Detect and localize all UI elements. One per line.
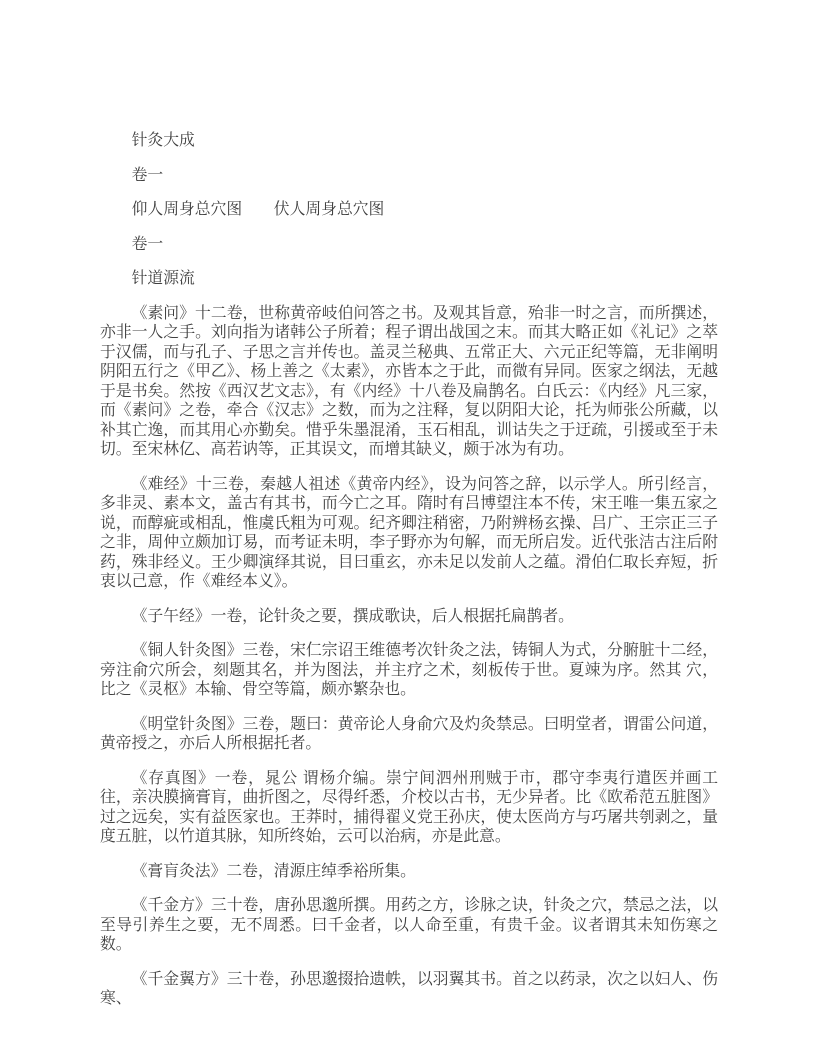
paragraph-tongren-zhenjiu: 《铜人针灸图》三卷，宋仁宗诏王维德考次针灸之法，铸铜人为式，分腑脏十二经，旁注俞穴所会，刻题其名，并为图法，并主疗之术，刻板传于世。夏竦为序。然其 穴，比之《灵枢》本输、骨空等篇，颇亦繁杂也。 — [100, 642, 718, 698]
document-page — [100, 131, 718, 1009]
paragraph-nanjing: 《难经》十三卷，秦越人祖述《黄帝内经》，设为问答之辞，以示学人。所引经言，多非灵、素本文，盖古有其书，而今亡之耳。隋时有吕博望注本不传，宋王唯一集五家之说，而醇疵或相乱，惟虞氏粗为可观。纪齐卿注稍密，乃附辨杨玄操、吕广、王宗正三子之非，周仲立颇加订易，而考证未明，李子野亦为句解，而无所启发。近代张洁古注后附药，殊非经义。王少卿演绎其说，目曰重玄，亦未足以发前人之蕴。滑伯仁取长弃短，折衷以己意，作《难经本义》。 — [100, 475, 718, 590]
paragraph-qianjinyifang: 《千金翼方》三十卷，孙思邈掇拾遗帙，以羽翼其书。首之以药录，次之以妇人、伤寒、 — [100, 970, 718, 1007]
paragraph-suwen: 《素问》十二卷，世称黄帝岐伯问答之书。及观其旨意，殆非一时之言，而所撰述，亦非一人之手。刘向指为诸韩公子所着；程子谓出战国之末。而其大略正如《礼记》之萃于汉儒，而与孔子、子思之言并传也。盖灵兰秘典、五常正大、六元正纪等篇，无非阐明阴阳五行之《甲乙》、杨上善之《太素》，亦皆本之于此，而微有异同。医家之纲法，无越于是书矣。然按《西汉艺文志》，有《内经》十八卷及扁鹊名。白氏云：《内经》凡三家，而《素问》之卷，牵合《汉志》之数，而为之注释，复以阴阳大论，托为师张公所藏，以补其亡逸，而其用心亦勤矣。惜乎朱墨混淆，玉石相乱，训诂失之于迂疏，引援或至于未切。至宋林亿、高若讷等，正其误文，而增其缺义，颇于冰为有功。 — [100, 304, 718, 458]
heading-volume-one: 卷一 — [131, 235, 164, 253]
heading-body-charts: 仰人周身总穴图 伏人周身总穴图 — [131, 201, 385, 218]
paragraph-gaohuang-jiufa: 《膏肓灸法》二卷，清源庄绰季裕所集。 — [131, 862, 416, 880]
paragraph-mingtang-zhenjiu: 《明堂针灸图》三卷，题曰：黄帝论人身俞穴及灼灸禁忌。曰明堂者，谓雷公问道，黄帝授之，亦后人所根据托者。 — [100, 715, 718, 752]
heading-volume-one-top: 卷一 — [131, 166, 164, 184]
paragraph-qianjinfang: 《千金方》三十卷，唐孙思邈所撰。用药之方，诊脉之诀，针灸之穴，禁忌之法，以至导引养生之要，无不周悉。曰千金者，以人命至重，有贵千金。议者谓其未知伤寒之数。 — [100, 897, 718, 953]
paragraph-cunzhentu: 《存真图》一卷，晁公 谓杨介编。崇宁间泗州刑贼于市，郡守李夷行遣医并画工往，亲决膜摘膏肓，曲折图之，尽得纤悉，介校以古书，无少异者。比《欧希范五脏图》过之远矣，实有益医家也。王莽时，捕得翟义党王孙庆，使太医尚方与巧屠共刳剥之，量度五脏，以竹道其脉，知所终始，云可以治病，亦是此意。 — [100, 769, 718, 845]
paragraph-ziwujing: 《子午经》一卷，论针灸之要，撰成歌诀，后人根据托扁鹊者。 — [131, 607, 574, 625]
heading-section-title: 针道源流 — [131, 270, 195, 287]
page-title: 针灸大成 — [131, 132, 195, 149]
